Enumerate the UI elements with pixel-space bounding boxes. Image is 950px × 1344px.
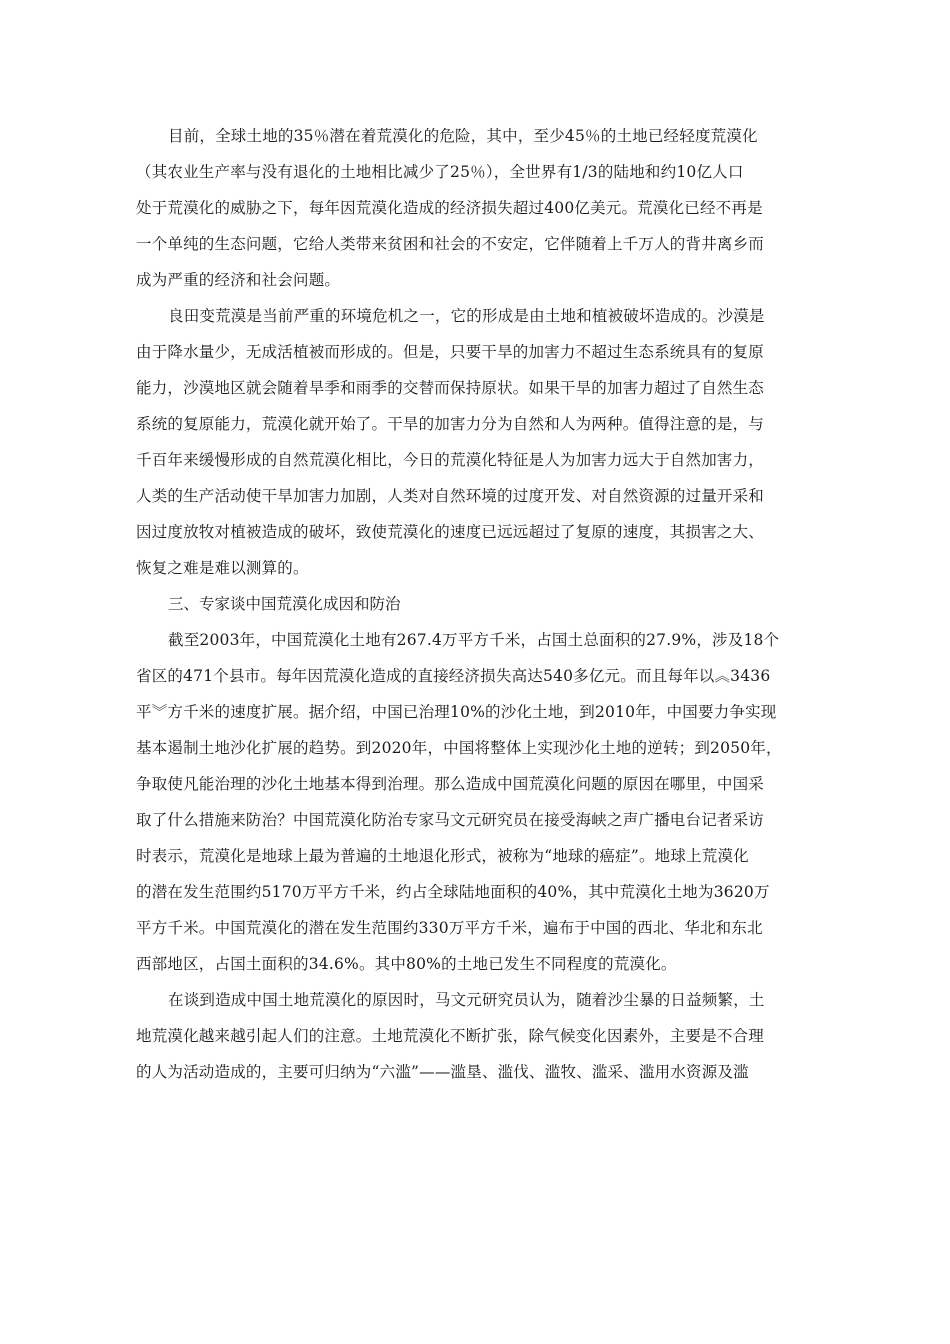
text-line: 平方千米。中国荒漠化的潜在发生范围约330万平方千米，遍布于中国的西北、华北和东北 (136, 919, 763, 937)
text-line: 千百年来缓慢形成的自然荒漠化相比，今日的荒漠化特征是人为加害力远大于自然加害力， (136, 451, 765, 469)
text-line: 地荒漠化越来越引起人们的注意。土地荒漠化不断扩张，除气候变化因素外，主要是不合理 (136, 1027, 765, 1045)
text-line: 时表示，荒漠化是地球上最为普遍的土地退化形式，被称为“地球的癌症”。地球上荒漠化 (136, 847, 749, 865)
text-line: 省区的471个县市。每年因荒漠化造成的直接经济损失高达540多亿元。而且每年以︽3436 (136, 667, 771, 685)
text-line: （其农业生产率与没有退化的土地相比减少了25％），全世界有1/3的陆地和约10亿人口 (136, 163, 744, 181)
text-line: 的潜在发生范围约5170万平方千米，约占全球陆地面积的40%，其中荒漠化土地为3620万 (136, 883, 770, 901)
paragraph-six-abuses (136, 982, 826, 1090)
paragraph-global-desertification (136, 118, 826, 298)
text-line: 争取使凡能治理的沙化土地基本得到治理。那么造成中国荒漠化问题的原因在哪里，中国采 (136, 775, 765, 793)
text-line: 因过度放牧对植被造成的破坏，致使荒漠化的速度已远远超过了复原的速度，其损害之大、 (136, 523, 765, 541)
section-heading: 三、专家谈中国荒漠化成因和防治 (168, 595, 401, 613)
text-line: 成为严重的经济和社会问题。 (136, 271, 341, 289)
text-line: 在谈到造成中国土地荒漠化的原因时，马文元研究员认为，随着沙尘暴的日益频繁，土 (168, 991, 765, 1009)
text-line: 人类的生产活动使干旱加害力加剧，人类对自然环境的过度开发、对自然资源的过量开采和 (136, 487, 765, 505)
text-line: 西部地区，占国土面积的34.6%。其中80%的土地已发生不同程度的荒漠化。 (136, 955, 677, 973)
text-line: 一个单纯的生态问题，它给人类带来贫困和社会的不安定，它伴随着上千万人的背井离乡而 (136, 235, 765, 253)
text-line: 系统的复原能力，荒漠化就开始了。干旱的加害力分为自然和人为两种。值得注意的是，与 (136, 415, 765, 433)
section-heading-container (136, 586, 826, 622)
text-line: 良田变荒漠是当前严重的环境危机之一，它的形成是由土地和植被破坏造成的。沙漠是 (168, 307, 765, 325)
text-line: 处于荒漠化的威胁之下，每年因荒漠化造成的经济损失超过400亿美元。荒漠化已经不再是 (136, 199, 763, 217)
document-page (136, 118, 826, 1090)
text-line: 恢复之难是难以测算的。 (136, 559, 309, 577)
text-line: 由于降水量少，无成活植被而形成的。但是，只要干旱的加害力不超过生态系统具有的复原 (136, 343, 765, 361)
text-line: 截至2003年，中国荒漠化土地有267.4万平方千米，占国土总面积的27.9%，涉及18个 (168, 631, 780, 649)
paragraph-china-statistics (136, 622, 826, 982)
text-line: 平︾方千米的速度扩展。据介绍，中国已治理10%的沙化土地，到2010年，中国要力争实现 (136, 703, 777, 721)
text-line: 目前，全球土地的35％潜在着荒漠化的危险，其中，至少45％的土地已经轻度荒漠化 (168, 127, 758, 145)
paragraph-causes (136, 298, 826, 586)
text-line: 的人为活动造成的，主要可归纳为“六滥”——滥垦、滥伐、滥牧、滥采、滥用水资源及滥 (136, 1063, 749, 1081)
text-line: 基本遏制土地沙化扩展的趋势。到2020年，中国将整体上实现沙化土地的逆转；到2050年， (136, 739, 782, 757)
text-line: 能力，沙漠地区就会随着旱季和雨季的交替而保持原状。如果干旱的加害力超过了自然生态 (136, 379, 765, 397)
text-line: 取了什么措施来防治？中国荒漠化防治专家马文元研究员在接受海峡之声广播电台记者采访 (136, 811, 765, 829)
